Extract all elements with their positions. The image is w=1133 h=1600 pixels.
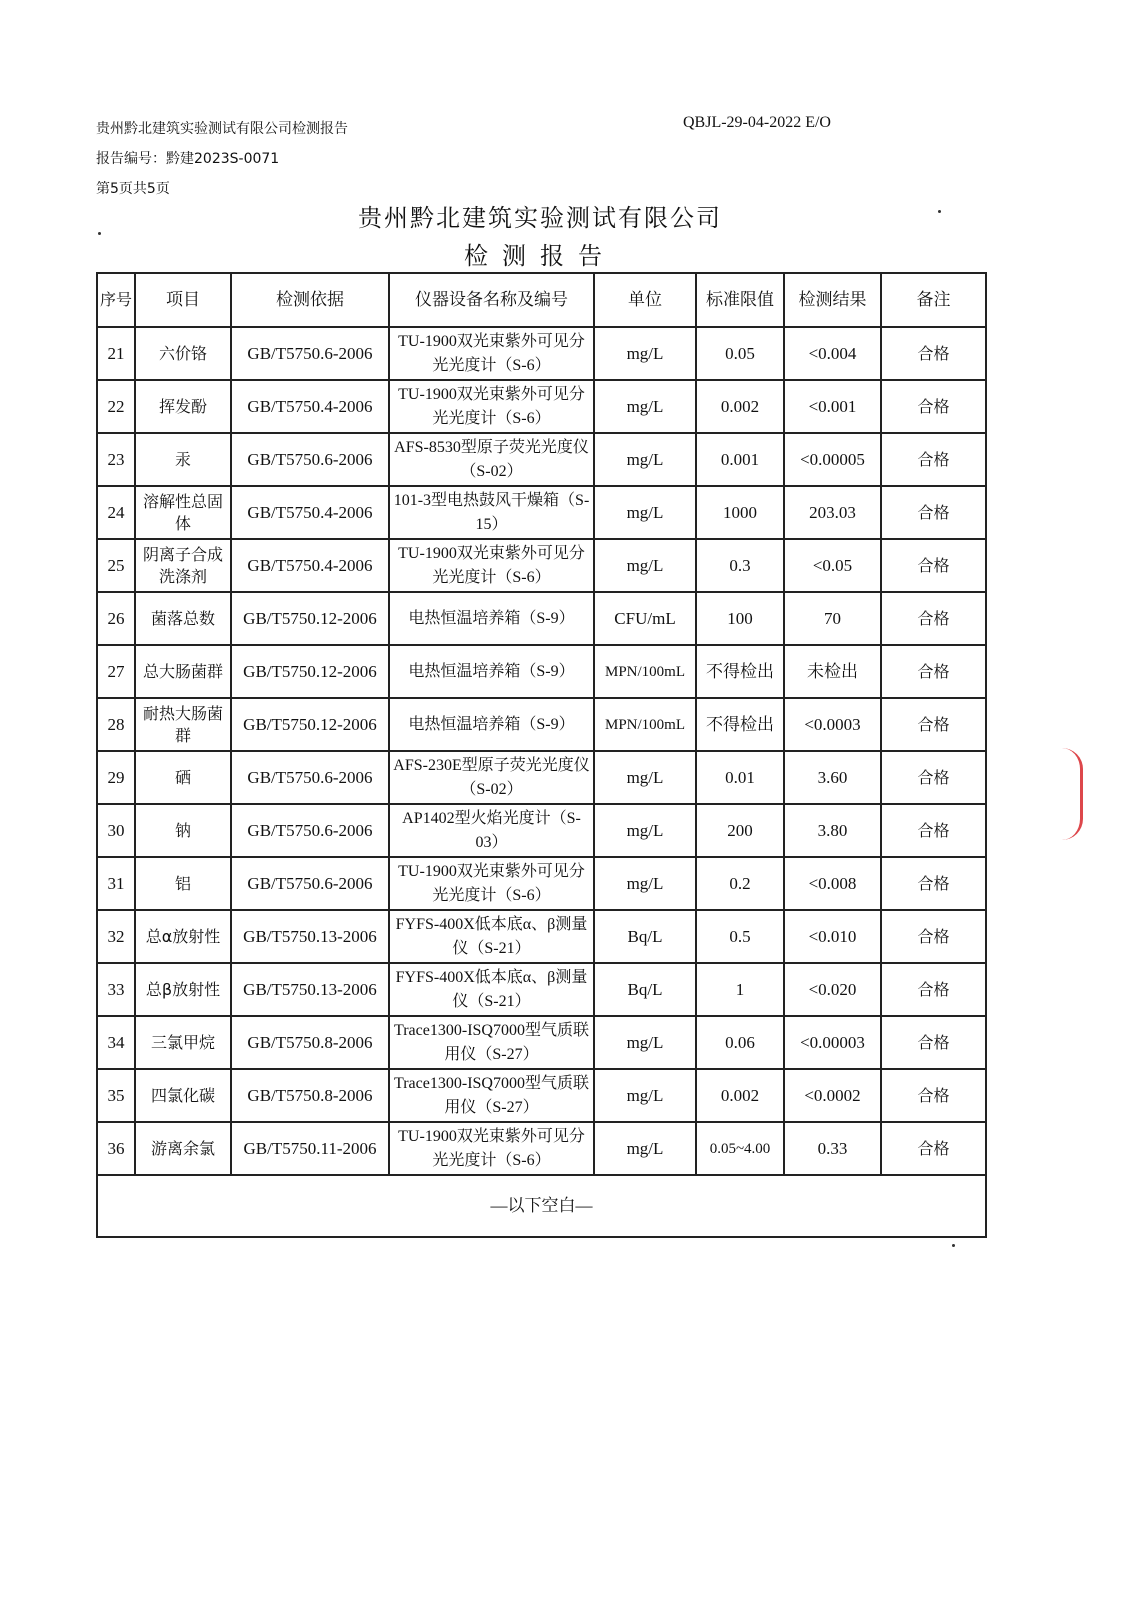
row-basis: GB/T5750.11-2006 bbox=[231, 1122, 389, 1175]
row-basis: GB/T5750.8-2006 bbox=[231, 1016, 389, 1069]
row-limit: 不得检出 bbox=[696, 645, 784, 698]
row-basis: GB/T5750.6-2006 bbox=[231, 857, 389, 910]
row-limit: 0.05 bbox=[696, 327, 784, 380]
row-device: TU-1900双光束紫外可见分光光度计（S-6） bbox=[389, 327, 594, 380]
scan-speck bbox=[952, 1244, 955, 1247]
row-remark: 合格 bbox=[881, 433, 986, 486]
row-item: 六价铬 bbox=[135, 327, 231, 380]
row-device: 电热恒温培养箱（S-9） bbox=[389, 698, 594, 751]
row-limit: 0.001 bbox=[696, 433, 784, 486]
row-no: 27 bbox=[97, 645, 135, 698]
row-basis: GB/T5750.6-2006 bbox=[231, 751, 389, 804]
row-no: 31 bbox=[97, 857, 135, 910]
row-remark: 合格 bbox=[881, 910, 986, 963]
table-row bbox=[97, 910, 986, 963]
row-limit: 0.05~4.00 bbox=[696, 1122, 784, 1175]
row-result: <0.004 bbox=[784, 327, 881, 380]
row-item: 总β放射性 bbox=[135, 963, 231, 1016]
row-device: AP1402型火焰光度计（S-03） bbox=[389, 804, 594, 857]
row-remark: 合格 bbox=[881, 486, 986, 539]
report-title: 检测报告 bbox=[464, 242, 616, 270]
row-item: 三氯甲烷 bbox=[135, 1016, 231, 1069]
row-device: AFS-230E型原子荧光光度仪（S-02） bbox=[389, 751, 594, 804]
row-result: 203.03 bbox=[784, 486, 881, 539]
col-header-no: 序号 bbox=[97, 273, 135, 327]
table-row bbox=[97, 486, 986, 539]
row-item: 总大肠菌群 bbox=[135, 645, 231, 698]
row-limit: 200 bbox=[696, 804, 784, 857]
row-item: 四氯化碳 bbox=[135, 1069, 231, 1122]
row-result: <0.05 bbox=[784, 539, 881, 592]
row-unit: mg/L bbox=[594, 1069, 696, 1122]
row-limit: 100 bbox=[696, 592, 784, 645]
row-unit: Bq/L bbox=[594, 910, 696, 963]
row-result: 0.33 bbox=[784, 1122, 881, 1175]
col-header-unit: 单位 bbox=[594, 273, 696, 327]
test-results-table bbox=[96, 272, 987, 1238]
row-device: Trace1300-ISQ7000型气质联用仪（S-27） bbox=[389, 1016, 594, 1069]
table-row bbox=[97, 1122, 986, 1175]
row-no: 24 bbox=[97, 486, 135, 539]
row-device: FYFS-400X低本底α、β测量仪（S-21） bbox=[389, 963, 594, 1016]
row-no: 25 bbox=[97, 539, 135, 592]
row-device: TU-1900双光束紫外可见分光光度计（S-6） bbox=[389, 380, 594, 433]
table-row bbox=[97, 327, 986, 380]
row-unit: mg/L bbox=[594, 486, 696, 539]
table-row bbox=[97, 380, 986, 433]
row-result: 3.60 bbox=[784, 751, 881, 804]
row-unit: MPN/100mL bbox=[594, 698, 696, 751]
row-unit: mg/L bbox=[594, 857, 696, 910]
table-row bbox=[97, 804, 986, 857]
row-item: 阴离子合成洗涤剂 bbox=[135, 539, 231, 592]
row-no: 33 bbox=[97, 963, 135, 1016]
row-device: 101-3型电热鼓风干燥箱（S-15） bbox=[389, 486, 594, 539]
table-row bbox=[97, 645, 986, 698]
row-basis: GB/T5750.6-2006 bbox=[231, 433, 389, 486]
row-limit: 不得检出 bbox=[696, 698, 784, 751]
row-limit: 0.3 bbox=[696, 539, 784, 592]
row-result: <0.020 bbox=[784, 963, 881, 1016]
row-basis: GB/T5750.8-2006 bbox=[231, 1069, 389, 1122]
row-basis: GB/T5750.12-2006 bbox=[231, 592, 389, 645]
row-item: 挥发酚 bbox=[135, 380, 231, 433]
row-limit: 1000 bbox=[696, 486, 784, 539]
row-basis: GB/T5750.4-2006 bbox=[231, 380, 389, 433]
row-device: 电热恒温培养箱（S-9） bbox=[389, 592, 594, 645]
row-basis: GB/T5750.4-2006 bbox=[231, 539, 389, 592]
table-row bbox=[97, 698, 986, 751]
row-basis: GB/T5750.4-2006 bbox=[231, 486, 389, 539]
row-item: 菌落总数 bbox=[135, 592, 231, 645]
col-header-item: 项目 bbox=[135, 273, 231, 327]
row-device: FYFS-400X低本底α、β测量仪（S-21） bbox=[389, 910, 594, 963]
row-device: TU-1900双光束紫外可见分光光度计（S-6） bbox=[389, 1122, 594, 1175]
row-item: 铝 bbox=[135, 857, 231, 910]
row-remark: 合格 bbox=[881, 857, 986, 910]
form-code: QBJL-29-04-2022 E/O bbox=[683, 114, 831, 131]
row-device: AFS-8530型原子荧光光度仪（S-02） bbox=[389, 433, 594, 486]
row-remark: 合格 bbox=[881, 1069, 986, 1122]
row-item: 总α放射性 bbox=[135, 910, 231, 963]
row-item: 耐热大肠菌群 bbox=[135, 698, 231, 751]
row-result: <0.00005 bbox=[784, 433, 881, 486]
company-title: 贵州黔北建筑实验测试有限公司 bbox=[358, 204, 722, 232]
row-unit: CFU/mL bbox=[594, 592, 696, 645]
row-result: 3.80 bbox=[784, 804, 881, 857]
row-unit: mg/L bbox=[594, 1016, 696, 1069]
row-no: 32 bbox=[97, 910, 135, 963]
row-basis: GB/T5750.13-2006 bbox=[231, 963, 389, 1016]
col-header-limit: 标准限值 bbox=[696, 273, 784, 327]
row-remark: 合格 bbox=[881, 539, 986, 592]
row-no: 35 bbox=[97, 1069, 135, 1122]
row-no: 23 bbox=[97, 433, 135, 486]
row-basis: GB/T5750.12-2006 bbox=[231, 698, 389, 751]
page-indicator: 第5页共5页 bbox=[96, 181, 170, 197]
row-result: <0.010 bbox=[784, 910, 881, 963]
row-unit: mg/L bbox=[594, 327, 696, 380]
table-row bbox=[97, 592, 986, 645]
table-row bbox=[97, 1069, 986, 1122]
row-result: <0.00003 bbox=[784, 1016, 881, 1069]
row-no: 26 bbox=[97, 592, 135, 645]
end-note: —以下空白— bbox=[97, 1175, 986, 1237]
row-unit: mg/L bbox=[594, 539, 696, 592]
row-unit: mg/L bbox=[594, 804, 696, 857]
row-basis: GB/T5750.13-2006 bbox=[231, 910, 389, 963]
row-remark: 合格 bbox=[881, 804, 986, 857]
row-no: 34 bbox=[97, 1016, 135, 1069]
row-limit: 0.01 bbox=[696, 751, 784, 804]
row-limit: 0.06 bbox=[696, 1016, 784, 1069]
row-remark: 合格 bbox=[881, 592, 986, 645]
row-unit: mg/L bbox=[594, 1122, 696, 1175]
row-no: 22 bbox=[97, 380, 135, 433]
row-no: 21 bbox=[97, 327, 135, 380]
row-no: 29 bbox=[97, 751, 135, 804]
row-unit: mg/L bbox=[594, 751, 696, 804]
col-header-result: 检测结果 bbox=[784, 273, 881, 327]
row-item: 钠 bbox=[135, 804, 231, 857]
row-basis: GB/T5750.6-2006 bbox=[231, 804, 389, 857]
row-device: 电热恒温培养箱（S-9） bbox=[389, 645, 594, 698]
table-row bbox=[97, 1016, 986, 1069]
row-result: <0.001 bbox=[784, 380, 881, 433]
col-header-device: 仪器设备名称及编号 bbox=[389, 273, 594, 327]
row-remark: 合格 bbox=[881, 751, 986, 804]
row-remark: 合格 bbox=[881, 327, 986, 380]
row-unit: mg/L bbox=[594, 380, 696, 433]
scan-speck bbox=[98, 232, 101, 235]
row-device: TU-1900双光束紫外可见分光光度计（S-6） bbox=[389, 857, 594, 910]
row-basis: GB/T5750.12-2006 bbox=[231, 645, 389, 698]
table-header-row bbox=[97, 273, 986, 327]
row-item: 汞 bbox=[135, 433, 231, 486]
row-remark: 合格 bbox=[881, 1016, 986, 1069]
row-unit: Bq/L bbox=[594, 963, 696, 1016]
table-row bbox=[97, 963, 986, 1016]
row-remark: 合格 bbox=[881, 1122, 986, 1175]
row-result: <0.0002 bbox=[784, 1069, 881, 1122]
row-limit: 0.002 bbox=[696, 380, 784, 433]
row-device: Trace1300-ISQ7000型气质联用仪（S-27） bbox=[389, 1069, 594, 1122]
row-item: 硒 bbox=[135, 751, 231, 804]
row-no: 36 bbox=[97, 1122, 135, 1175]
row-item: 溶解性总固体 bbox=[135, 486, 231, 539]
row-result: 70 bbox=[784, 592, 881, 645]
scan-speck bbox=[938, 210, 941, 213]
table-row bbox=[97, 857, 986, 910]
company-report-header: 贵州黔北建筑实验测试有限公司检测报告 bbox=[96, 121, 348, 137]
red-seal-stamp bbox=[1062, 748, 1083, 840]
row-result: <0.008 bbox=[784, 857, 881, 910]
row-limit: 1 bbox=[696, 963, 784, 1016]
row-item: 游离余氯 bbox=[135, 1122, 231, 1175]
row-unit: mg/L bbox=[594, 433, 696, 486]
table-row bbox=[97, 433, 986, 486]
row-remark: 合格 bbox=[881, 380, 986, 433]
col-header-remark: 备注 bbox=[881, 273, 986, 327]
row-device: TU-1900双光束紫外可见分光光度计（S-6） bbox=[389, 539, 594, 592]
row-limit: 0.5 bbox=[696, 910, 784, 963]
row-unit: MPN/100mL bbox=[594, 645, 696, 698]
col-header-basis: 检测依据 bbox=[231, 273, 389, 327]
row-remark: 合格 bbox=[881, 698, 986, 751]
row-remark: 合格 bbox=[881, 963, 986, 1016]
end-row bbox=[97, 1175, 986, 1237]
row-no: 30 bbox=[97, 804, 135, 857]
report-number: 报告编号：黔建2023S-0071 bbox=[96, 151, 280, 167]
table-row bbox=[97, 539, 986, 592]
row-basis: GB/T5750.6-2006 bbox=[231, 327, 389, 380]
row-no: 28 bbox=[97, 698, 135, 751]
row-limit: 0.2 bbox=[696, 857, 784, 910]
table-row bbox=[97, 751, 986, 804]
row-remark: 合格 bbox=[881, 645, 986, 698]
row-result: 未检出 bbox=[784, 645, 881, 698]
row-result: <0.0003 bbox=[784, 698, 881, 751]
row-limit: 0.002 bbox=[696, 1069, 784, 1122]
